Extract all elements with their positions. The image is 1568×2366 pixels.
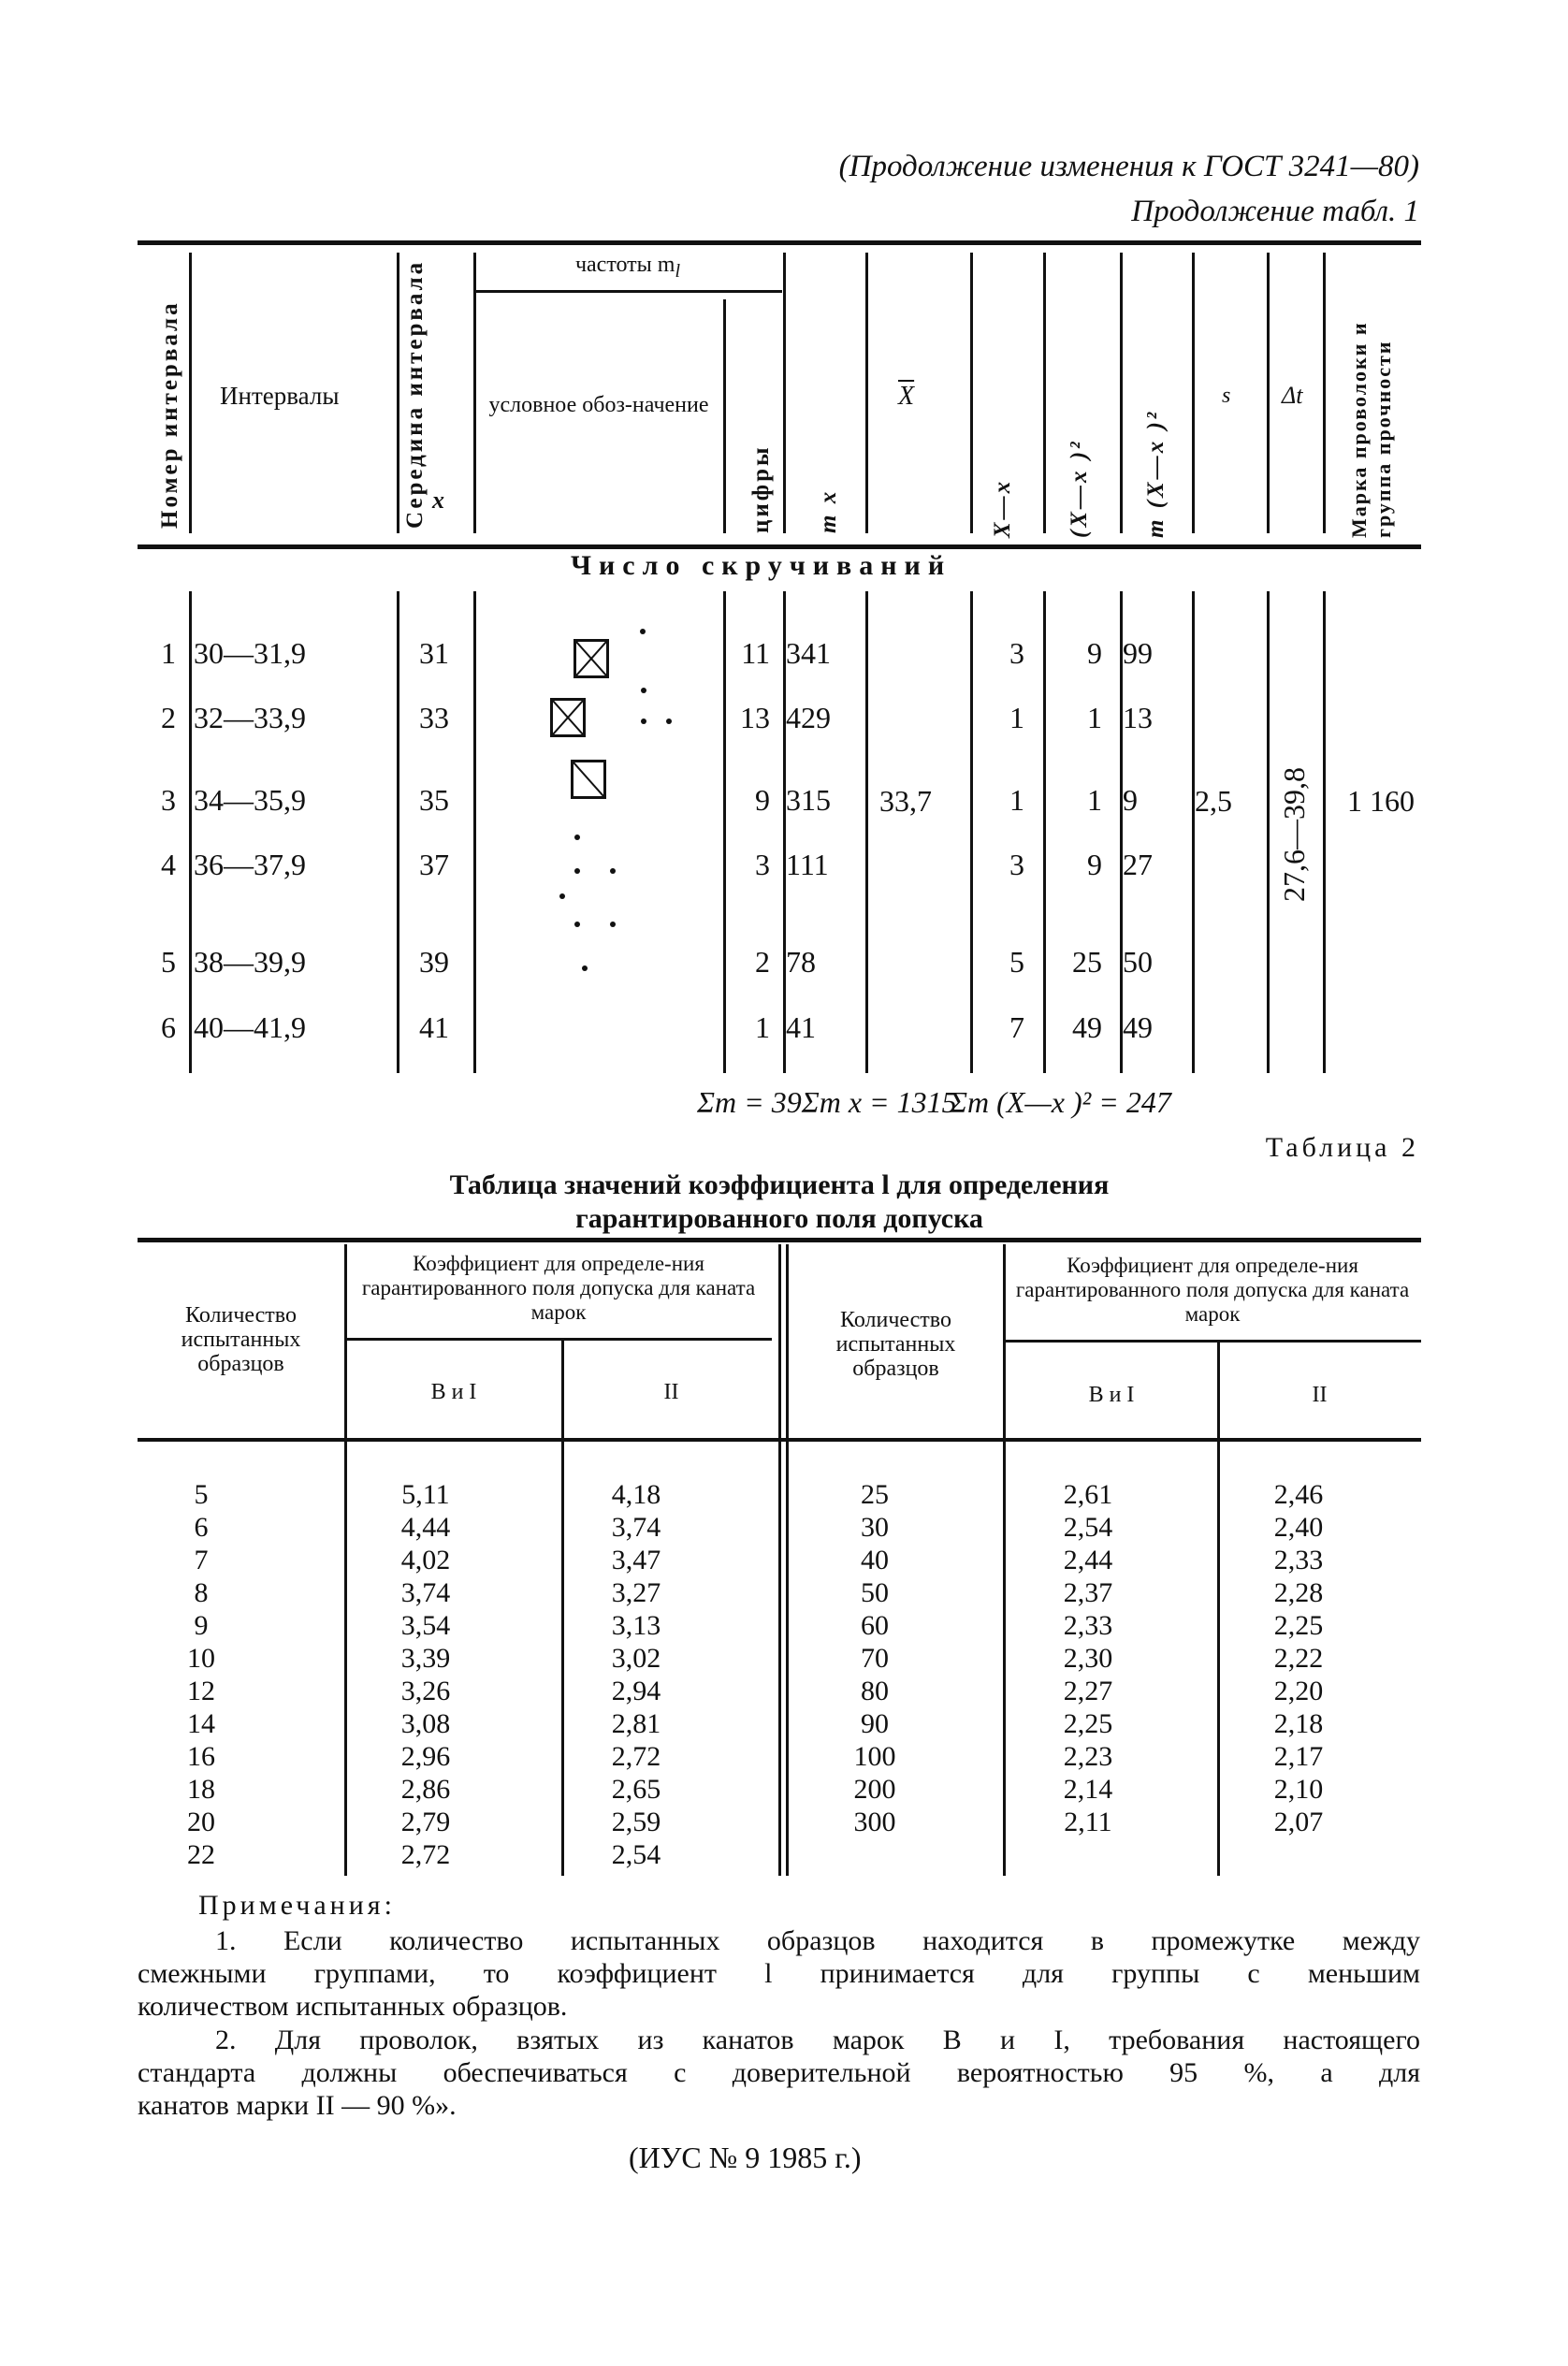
coefficient-cell: 2,25 [1273,1610,1324,1641]
column-divider [1043,253,1046,533]
crossed-square-symbol [550,698,586,737]
s-value: 2,5 [1195,784,1232,818]
cell-n: 6 [161,1010,176,1044]
header-mark: Марка проволоки и группа прочности [1347,321,1395,538]
column-divider [778,1244,781,1438]
cell-m: 2 [755,945,770,979]
cell-mx: 41 [786,1010,816,1044]
coefficient-cell: 3,26 [400,1676,451,1706]
coefficient-cell: 2,11 [1064,1807,1112,1837]
tally-dot [610,868,616,874]
cell-mx: 78 [786,945,816,979]
coefficient-cell: 2,14 [1063,1774,1113,1805]
sample-count-cell: 16 [187,1741,215,1772]
coefficient-cell: 2,20 [1273,1676,1324,1706]
cell-mx: 111 [786,848,829,881]
coefficient-cell: 2,18 [1273,1708,1324,1739]
coefficient-cell: 2,10 [1273,1774,1324,1805]
cell-interval: 36—37,9 [194,848,306,881]
header-ii-left: II [663,1380,679,1404]
coefficient-cell: 2,40 [1273,1512,1324,1543]
cell-interval: 30—31,9 [194,636,306,670]
cell-md2: 13 [1123,701,1153,734]
header-dt: Δt [1282,382,1303,409]
table-continuation-label: Продолжение табл. 1 [1131,195,1419,228]
sum-deviation: Σm (X—x )² = 247 [950,1085,1171,1119]
cell-n: 3 [161,783,176,817]
header-s: s [1222,384,1231,408]
coefficient-cell: 2,37 [1063,1577,1113,1608]
coefficient-cell: 2,54 [611,1839,661,1870]
cell-n: 5 [161,945,176,979]
table-2-label: Таблица 2 [1265,1132,1419,1163]
cell-d: 1 [1009,701,1024,734]
tally-dot [574,868,580,874]
sample-count-cell: 10 [187,1643,215,1674]
coefficient-cell: 3,02 [611,1643,661,1674]
coefficient-cell: 2,72 [400,1839,451,1870]
header-b-right: В и I [1088,1383,1135,1407]
cell-m: 3 [755,848,770,881]
dt-value: 27,6—39,8 [1277,767,1311,902]
coefficient-cell: 2,07 [1273,1807,1324,1837]
column-divider [561,1340,564,1438]
coefficient-cell: 2,65 [611,1774,661,1805]
header-coef-right: Коэффициент для определе-ния гарантированного поля допуска для каната марок [1015,1254,1410,1326]
coefficient-cell: 4,02 [400,1545,451,1575]
column-divider [1217,1340,1220,1438]
sample-count-cell: 12 [187,1676,215,1706]
cell-interval: 38—39,9 [194,945,306,979]
note-1-line-2: смежными группами, то коэффициент l принимается для группы с меньшим [138,1958,1420,1989]
sample-count-cell: 40 [861,1545,889,1575]
column-divider [1192,591,1195,1073]
tally-dot [574,835,580,840]
table-2-title: Таблица значений коэффициента l для определения [449,1169,1110,1200]
coefficient-cell: 2,30 [1063,1643,1113,1674]
coefficient-cell: 2,27 [1063,1676,1113,1706]
note-1-line-1: 1. Если количество испытанных образцов находится в промежутке между [215,1925,1420,1956]
cell-interval: 40—41,9 [194,1010,306,1044]
header-b-left: В и I [430,1380,477,1404]
coefficient-cell: 2,22 [1273,1643,1324,1674]
note-1-line-3: количеством испытанных образцов. [138,1991,568,2022]
coefficient-cell: 2,81 [611,1708,661,1739]
sample-count-cell: 300 [853,1807,896,1837]
sample-count-cell: 6 [194,1512,209,1543]
coefficient-cell: 3,13 [611,1610,661,1641]
header-xbar: $\overline{X}$ [898,382,915,411]
column-divider [1192,253,1195,533]
coefficient-cell: 3,74 [611,1512,661,1543]
continuation-header: (Продолжение изменения к ГОСТ 3241—80) [838,150,1419,183]
note-2-line-3: канатов марки II — 90 %». [138,2090,457,2121]
tally-dot [610,922,616,927]
coefficient-cell: 3,27 [611,1577,661,1608]
header-diff2: (X—x )² [1067,439,1092,538]
cell-md2: 27 [1123,848,1153,881]
header-symbol: условное обоз-начение [488,393,709,417]
column-divider [1267,591,1270,1073]
cell-md2: 49 [1123,1010,1153,1044]
header-coef-left: Коэффициент для определе-ния гарантированного поля допуска для каната марок [361,1252,756,1324]
coefficient-cell: 2,25 [1063,1708,1113,1739]
header-freq: частоты $m_l$ [574,253,681,282]
coefficient-cell: 4,18 [611,1479,661,1510]
column-divider [397,591,399,1073]
column-divider [189,591,192,1073]
table-2-top-rule [138,1238,1421,1242]
column-divider [1003,1244,1006,1438]
sample-count-cell: 70 [861,1643,889,1674]
coef-rule-right [1005,1340,1421,1343]
sample-count-cell: 50 [861,1577,889,1608]
header-mid-symbol: x [432,486,444,514]
cell-d2: 1 [1087,701,1102,734]
cell-x: 37 [419,848,449,881]
cell-interval: 34—35,9 [194,783,306,817]
coefficient-cell: 2,94 [611,1676,661,1706]
cell-n: 4 [161,848,176,881]
cell-x: 35 [419,783,449,817]
column-divider [1323,591,1326,1073]
cell-mx: 429 [786,701,831,734]
header-mdiff2: m (X—x )² [1143,409,1169,538]
coef-rule-left [346,1338,772,1341]
coefficient-cell: 2,79 [400,1807,451,1837]
sample-count-cell: 20 [187,1807,215,1837]
cell-m: 11 [741,636,770,670]
coefficient-cell: 4,44 [400,1512,451,1543]
sample-count-cell: 5 [194,1479,209,1510]
tally-dot [582,965,588,971]
tally-dot [559,893,565,899]
column-divider [865,591,868,1073]
cell-d: 3 [1009,636,1024,670]
column-divider [786,1244,789,1438]
note-2-line-2: стандарта должны обеспечиваться с доверительной вероятностью 95 %, а для [138,2057,1420,2088]
sample-count-cell: 8 [194,1577,209,1608]
table-header-rule [138,544,1421,549]
sample-count-cell: 22 [187,1839,215,1870]
coefficient-cell: 2,28 [1273,1577,1324,1608]
sample-count-cell: 30 [861,1512,889,1543]
sum-m: Σm = 39Σm x = 1315 [697,1085,957,1119]
header-intervals: Интервалы [220,382,340,410]
coefficient-cell: 5,11 [401,1479,450,1510]
tally-dot [640,629,646,634]
mark-value: 1 160 [1347,784,1415,818]
source-reference: (ИУС № 9 1985 г.) [629,2141,862,2174]
cell-d2: 49 [1072,1010,1102,1044]
column-divider [1267,253,1270,533]
coefficient-cell: 3,74 [400,1577,451,1608]
column-divider [473,253,476,533]
sample-count-cell: 90 [861,1708,889,1739]
header-num: Номер интервала [157,300,182,529]
column-divider [970,253,973,533]
cell-d: 7 [1009,1010,1024,1044]
coefficient-cell: 3,47 [611,1545,661,1575]
tally-dot [641,719,646,724]
table-top-rule [138,240,1421,245]
coefficient-cell: 2,96 [400,1741,451,1772]
cell-d: 3 [1009,848,1024,881]
cell-x: 41 [419,1010,449,1044]
tally-dot [666,719,672,724]
crossed-square-symbol [573,639,609,678]
cell-m: 9 [755,783,770,817]
cell-d2: 9 [1087,636,1102,670]
column-divider [344,1244,347,1438]
coefficient-cell: 2,86 [400,1774,451,1805]
cell-m: 1 [755,1010,770,1044]
tally-dot [641,688,646,693]
sample-count-cell: 60 [861,1610,889,1641]
cell-md2: 9 [1123,783,1138,817]
sample-count-cell: 9 [194,1610,209,1641]
cell-d2: 9 [1087,848,1102,881]
sample-count-cell: 200 [853,1774,896,1805]
coefficient-cell: 3,39 [400,1643,451,1674]
header-digits: цифры [748,444,774,533]
sample-count-cell: 100 [853,1741,896,1772]
cell-d2: 1 [1087,783,1102,817]
coefficient-cell: 2,23 [1063,1741,1113,1772]
coefficient-cell: 2,44 [1063,1545,1113,1575]
sample-count-cell: 18 [187,1774,215,1805]
sample-count-cell: 7 [194,1545,209,1575]
cell-m: 13 [740,701,770,734]
cell-d: 5 [1009,945,1024,979]
cell-interval: 32—33,9 [194,701,306,734]
coefficient-cell: 3,08 [400,1708,451,1739]
sample-count-cell: 14 [187,1708,215,1739]
coefficient-cell: 2,33 [1063,1610,1113,1641]
sample-count-cell: 25 [861,1479,889,1510]
coefficient-cell: 2,59 [611,1807,661,1837]
freq-rule [473,290,782,293]
coefficient-cell: 2,61 [1063,1479,1113,1510]
header-mid: Середина интервала [402,259,428,529]
column-divider [473,591,476,1073]
cell-mx: 315 [786,783,831,817]
header-mx: m x [816,488,841,533]
coefficient-cell: 2,72 [611,1741,661,1772]
cell-d2: 25 [1072,945,1102,979]
table-2-subtitle: гарантированного поля допуска [575,1203,983,1234]
column-divider [397,253,399,533]
column-divider [1120,253,1123,533]
sample-count-cell: 80 [861,1676,889,1706]
column-divider [723,299,726,533]
column-divider [783,253,786,533]
column-divider [1323,253,1326,533]
column-divider [189,253,192,533]
xbar-value: 33,7 [879,784,932,818]
cell-x: 39 [419,945,449,979]
coefficient-cell: 2,33 [1273,1545,1324,1575]
header-diff: X—x [990,478,1015,538]
coefficient-cell: 2,17 [1273,1741,1324,1772]
section-title: Число скручиваний [571,550,952,581]
cell-x: 31 [419,636,449,670]
diagonal-square-symbol [571,760,606,799]
cell-n: 1 [161,636,176,670]
column-divider [865,253,868,533]
note-2-line-1: 2. Для проволок, взятых из канатов марок В и I, требования настоящего [215,2025,1420,2055]
coefficient-cell: 2,54 [1063,1512,1113,1543]
header-ii-right: II [1312,1383,1328,1407]
tally-dot [574,922,580,927]
cell-d: 1 [1009,783,1024,817]
header-count-right: Количество испытанных образцов [835,1308,956,1381]
cell-md2: 99 [1123,636,1153,670]
cell-n: 2 [161,701,176,734]
coefficient-cell: 3,54 [400,1610,451,1641]
cell-md2: 50 [1123,945,1153,979]
cell-mx: 341 [786,636,831,670]
coefficient-cell: 2,46 [1273,1479,1324,1510]
header-count-left: Количество испытанных образцов [181,1303,301,1376]
cell-x: 33 [419,701,449,734]
notes-title: Примечания: [198,1890,396,1921]
